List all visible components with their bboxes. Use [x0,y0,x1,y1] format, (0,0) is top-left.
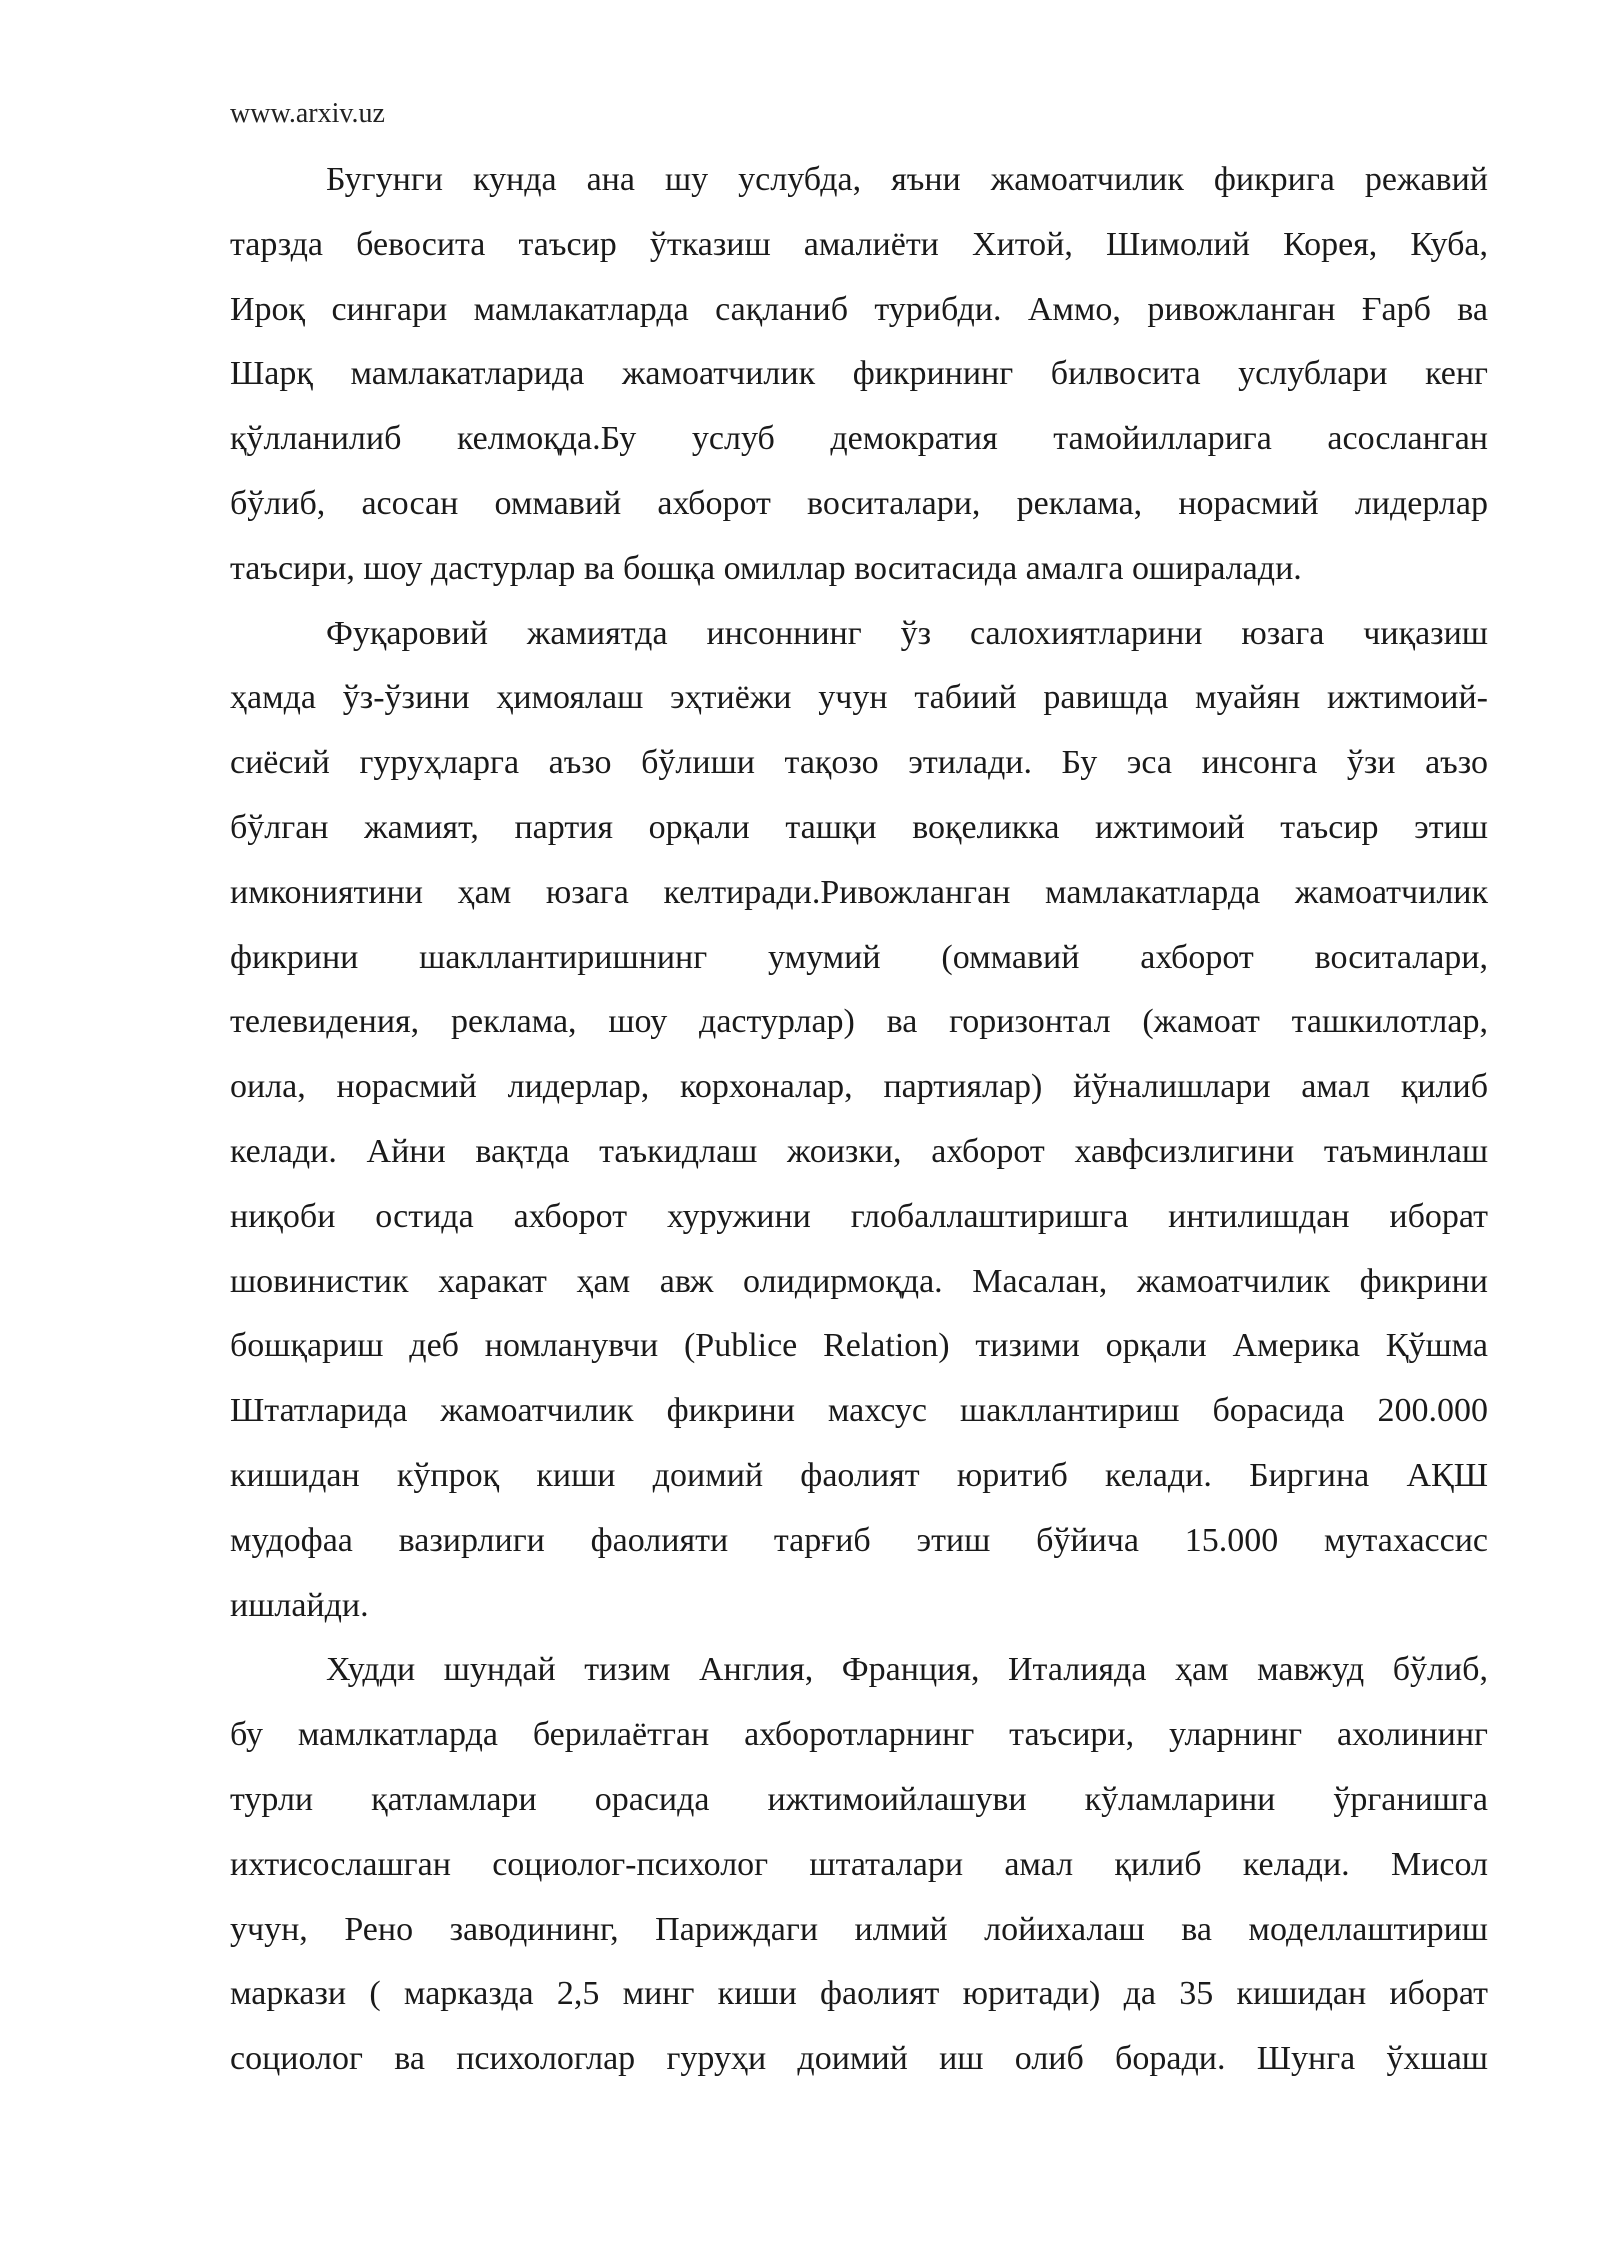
text-line: ниқоби остида ахборот хуружини глобаллаштиришга интилишдан иборат [230,1197,1488,1235]
text-line: тарзда бевосита таъсир ўтказиш амалиёти Хитой, Шимолий Корея, Куба, [230,225,1488,263]
text-line: қўлланилиб келмоқда.Бу услуб демократия тамойилларига асосланган [230,420,1488,458]
text-line: фикрини шакллантиришнинг умумий (оммавий ахборот воситалари, [230,938,1488,976]
text-line: таъсири, шоу дастурлар ва бошқа омиллар воситасида амалга оширалади. [230,549,1302,587]
text-line: мудофаа вазирлиги фаолияти тарғиб этиш бўйича 15.000 мутахассис [230,1521,1488,1559]
paragraph [230,1638,1488,2092]
text-line: ишлайди. [230,1586,369,1624]
text-line: бу мамлкатларда берилаётган ахборотларнинг таъсири, уларнинг ахолининг [230,1716,1488,1754]
paragraph [230,602,1488,1639]
text-line: сиёсий гуруҳларга аъзо бўлиши тақозо этилади. Бу эса инсонга ўзи аъзо [230,744,1488,782]
text-line: имкониятини ҳам юзага келтиради.Ривожланган мамлакатларда жамоатчилик [230,873,1488,911]
text-line: Штатларида жамоатчилик фикрини махсус шакллантириш борасида 200.000 [230,1392,1488,1430]
text-line: учун, Рено заводининг, Париждаги илмий лойихалаш ва моделлаштириш [230,1910,1488,1948]
text-line: кишидан кўпроқ киши доимий фаолият юритиб келади. Биргина АҚШ [230,1456,1488,1494]
text-line: Худди шундай тизим Англия, Франция, Италияда ҳам мавжуд бўлиб, [326,1651,1488,1689]
text-line: оила, норасмий лидерлар, корхоналар, партиялар) йўналишлари амал қилиб [230,1068,1488,1106]
text-line: бўлиб, асосан оммавий ахборот воситалари, реклама, норасмий лидерлар [230,484,1488,522]
text-line: Ироқ сингари мамлакатларда сақланиб турибди. Аммо, ривожланган Ғарб ва [230,290,1488,328]
text-line: бошқариш деб номланувчи (Publice Relation) тизими орқали Америка Қўшма [230,1327,1488,1365]
text-line: телевидения, реклама, шоу дастурлар) ва горизонтал (жамоат ташкилотлар, [230,1003,1488,1041]
site-header: www.arxiv.uz [230,98,385,129]
text-line: Бугунги кунда ана шу услубда, яъни жамоатчилик фикрига режавий [326,161,1488,198]
document-body [230,148,1488,2092]
text-line: Фуқаровий жамиятда инсоннинг ўз салохиятларини юзага чиқазиш [326,614,1488,652]
text-line: бўлган жамият, партия орқали ташқи воқеликка ижтимоий таъсир этиш [230,808,1488,846]
text-line: социолог ва психологлар гуруҳи доимий иш олиб боради. Шунга ўхшаш [230,2040,1488,2078]
text-line: шовинистик харакат ҳам авж олидирмоқда. Масалан, жамоатчилик фикрини [230,1262,1488,1300]
text-line: келади. Айни вақтда таъкидлаш жоизки, ахборот хавфсизлигини таъминлаш [230,1132,1488,1170]
text-line: маркази ( марказда 2,5 минг киши фаолият юритади) да 35 кишидан иборат [230,1975,1488,2013]
text-line: Шарқ мамлакатларида жамоатчилик фикрининг билвосита услублари кенг [230,355,1488,393]
text-line: ҳамда ўз-ўзини ҳимоялаш эҳтиёжи учун табиий равишда муайян ижтимоий- [230,679,1488,717]
paragraph [230,148,1488,602]
text-line: ихтисослашган социолог-психолог штаталари амал қилиб келади. Мисол [230,1845,1488,1883]
text-line: турли қатламлари орасида ижтимоийлашуви кўламларини ўрганишга [230,1780,1488,1818]
